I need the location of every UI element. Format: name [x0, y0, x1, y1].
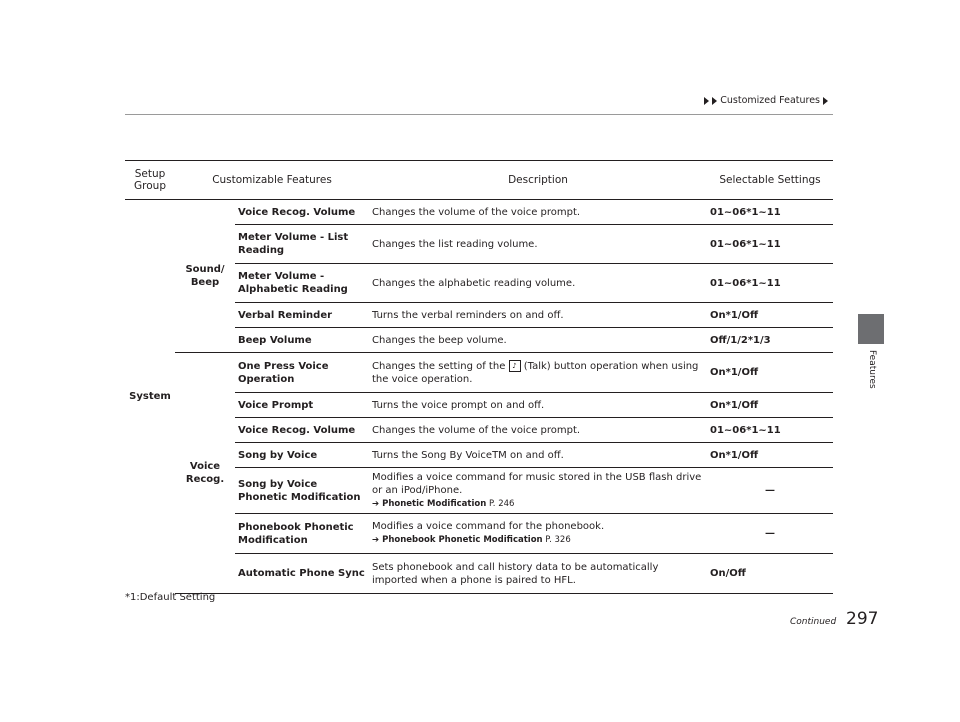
feature-description — [369, 468, 707, 514]
section-tab — [858, 314, 884, 344]
feature-setting: 01~06*1~11 — [707, 418, 833, 443]
talk-button-icon: ♪ — [509, 360, 521, 372]
arrow-icon — [823, 97, 828, 105]
feature-setting: On*1/Off — [707, 303, 833, 328]
breadcrumb-label: Customized Features — [720, 95, 820, 106]
reference-arrow-icon: ➔ — [372, 498, 380, 509]
feature-name: Meter Volume - Alphabetic Reading — [235, 264, 369, 303]
feature-name: Voice Recog. Volume — [235, 200, 369, 225]
feature-setting: Off/1/2*1/3 — [707, 328, 833, 353]
header-group: Setup Group — [125, 161, 175, 200]
header-description: Description — [369, 161, 707, 200]
feature-description: Turns the voice prompt on and off. — [369, 393, 707, 418]
feature-setting: On*1/Off — [707, 353, 833, 393]
cross-reference[interactable] — [372, 498, 704, 511]
feature-name: Song by Voice — [235, 443, 369, 468]
feature-name: Phonebook Phonetic Modification — [235, 514, 369, 554]
customization-table — [125, 160, 833, 594]
feature-description: Sets phonebook and call history data to be automatically imported when a phone is paired to HFL. — [369, 554, 707, 594]
reference-page: P. 246 — [488, 498, 515, 509]
feature-name: Voice Recog. Volume — [235, 418, 369, 443]
feature-setting: On*1/Off — [707, 393, 833, 418]
feature-setting: — — [707, 514, 833, 554]
feature-description: Changes the volume of the voice prompt. — [369, 200, 707, 225]
feature-name: One Press Voice Operation — [235, 353, 369, 393]
feature-description: Turns the Song By VoiceTM on and off. — [369, 443, 707, 468]
header-feature: Customizable Features — [175, 161, 369, 200]
subgroup-sound-beep: Sound/ Beep — [175, 200, 235, 353]
feature-name: Automatic Phone Sync — [235, 554, 369, 594]
header-settings: Selectable Settings — [707, 161, 833, 200]
feature-setting: On*1/Off — [707, 443, 833, 468]
section-tab-label: Features — [867, 350, 877, 389]
feature-description — [369, 353, 707, 393]
subgroup-voice-recog: Voice Recog. — [175, 353, 235, 594]
feature-setting: 01~06*1~11 — [707, 225, 833, 264]
feature-name: Beep Volume — [235, 328, 369, 353]
feature-description: Changes the list reading volume. — [369, 225, 707, 264]
arrow-icon — [712, 97, 717, 105]
header-rule — [125, 114, 833, 115]
description-text: Modifies a voice command for the phonebook. — [372, 521, 605, 532]
continued-label: Continued — [790, 617, 837, 627]
group-system: System — [129, 391, 171, 403]
reference-title: Phonetic Modification — [382, 498, 487, 509]
feature-description: Changes the alphabetic reading volume. — [369, 264, 707, 303]
feature-description: Changes the volume of the voice prompt. — [369, 418, 707, 443]
reference-page: P. 326 — [545, 535, 571, 545]
breadcrumb — [704, 95, 828, 106]
page-number: 297 — [846, 609, 879, 629]
feature-description — [369, 514, 707, 554]
feature-name: Song by Voice Phonetic Modification — [235, 468, 369, 514]
feature-name: Verbal Reminder — [235, 303, 369, 328]
feature-setting: On/Off — [707, 554, 833, 594]
feature-name: Meter Volume - List Reading — [235, 225, 369, 264]
feature-setting: 01~06*1~11 — [707, 200, 833, 225]
reference-title: Phonebook Phonetic Modification — [382, 535, 543, 545]
feature-description: Turns the verbal reminders on and off. — [369, 303, 707, 328]
description-text: Changes the setting of the — [372, 360, 506, 372]
reference-arrow-icon: ➔ — [372, 535, 380, 545]
cross-reference[interactable] — [372, 534, 704, 547]
feature-setting: 01~06*1~11 — [707, 264, 833, 303]
footnote: *1:Default Setting — [125, 592, 216, 603]
feature-description: Changes the beep volume. — [369, 328, 707, 353]
arrow-icon — [704, 97, 709, 105]
description-text: (Talk) button operation when using the voice operation. — [372, 360, 699, 385]
description-text: Modifies a voice command for music stored in the USB flash drive or an iPod/iPhone. — [372, 471, 702, 496]
feature-name: Voice Prompt — [235, 393, 369, 418]
feature-setting: — — [707, 468, 833, 514]
